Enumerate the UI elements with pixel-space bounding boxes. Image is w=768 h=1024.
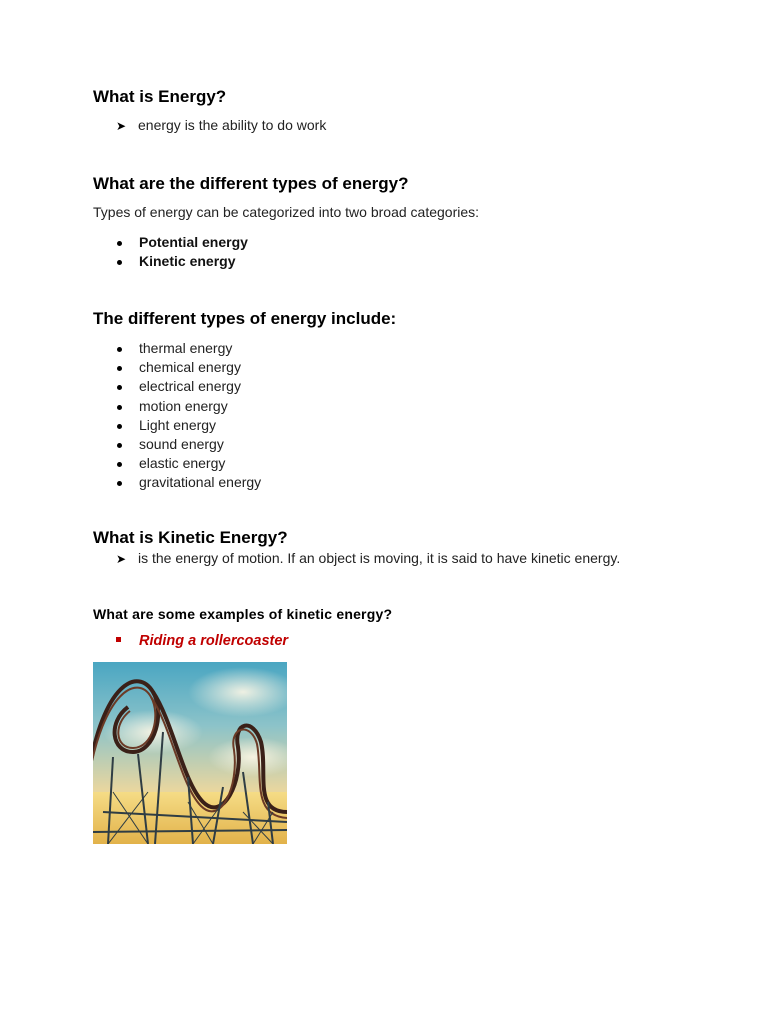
heading-kinetic-examples: What are some examples of kinetic energy?	[93, 606, 393, 622]
bullet-dot-icon	[117, 260, 122, 265]
bullet-dot-icon	[117, 366, 122, 371]
rollercoaster-image	[93, 662, 287, 844]
energy-type-label: Light energy	[139, 416, 217, 433]
rollercoaster-illustration	[93, 662, 287, 844]
heading-what-is-kinetic-energy: What is Kinetic Energy?	[93, 528, 288, 547]
energy-type-label: elastic energy	[139, 455, 226, 472]
list-item	[93, 435, 261, 454]
types-intro-text: Types of energy can be categorized into two broad categories:	[93, 204, 480, 220]
energy-type-list	[93, 339, 261, 493]
square-bullet-icon	[116, 637, 121, 642]
energy-type-label: chemical energy	[139, 359, 241, 376]
list-item	[93, 454, 261, 473]
list-item	[93, 397, 261, 416]
energy-type-label: motion energy	[139, 397, 228, 414]
kinetic-definition-text: is the energy of motion. If an object is moving, it is said to have kinetic energy.	[138, 550, 621, 566]
heading-types-of-energy: What are the different types of energy?	[93, 174, 409, 193]
heading-types-include: The different types of energy include:	[93, 309, 397, 328]
bullet-dot-icon	[117, 347, 122, 352]
bullet-dot-icon	[117, 241, 122, 246]
energy-type-label: thermal energy	[139, 340, 233, 356]
energy-definition-point	[116, 117, 326, 133]
kinetic-definition-point	[116, 550, 620, 566]
list-item	[93, 416, 261, 435]
list-item	[93, 233, 248, 252]
energy-definition-text: energy is the ability to do work	[138, 117, 327, 133]
example-item	[116, 633, 288, 649]
category-list	[93, 233, 248, 271]
heading-what-is-energy: What is Energy?	[93, 87, 227, 106]
energy-type-label: gravitational energy	[139, 474, 262, 491]
arrow-bullet-icon: ➤	[116, 119, 127, 133]
arrow-bullet-icon: ➤	[116, 552, 127, 566]
energy-type-label: sound energy	[139, 435, 224, 452]
bullet-dot-icon	[117, 481, 122, 486]
category-label: Potential energy	[139, 234, 248, 250]
category-label: Kinetic energy	[139, 253, 236, 270]
example-label: Riding a rollercoaster	[139, 633, 289, 649]
list-item	[93, 358, 261, 377]
energy-type-label: electrical energy	[139, 378, 241, 395]
bullet-dot-icon	[117, 462, 122, 467]
list-item	[93, 473, 261, 492]
list-item	[93, 339, 261, 358]
bullet-dot-icon	[117, 424, 122, 429]
bullet-dot-icon	[117, 405, 122, 410]
bullet-dot-icon	[117, 385, 122, 390]
list-item	[93, 252, 248, 271]
list-item	[93, 377, 261, 396]
bullet-dot-icon	[117, 443, 122, 448]
